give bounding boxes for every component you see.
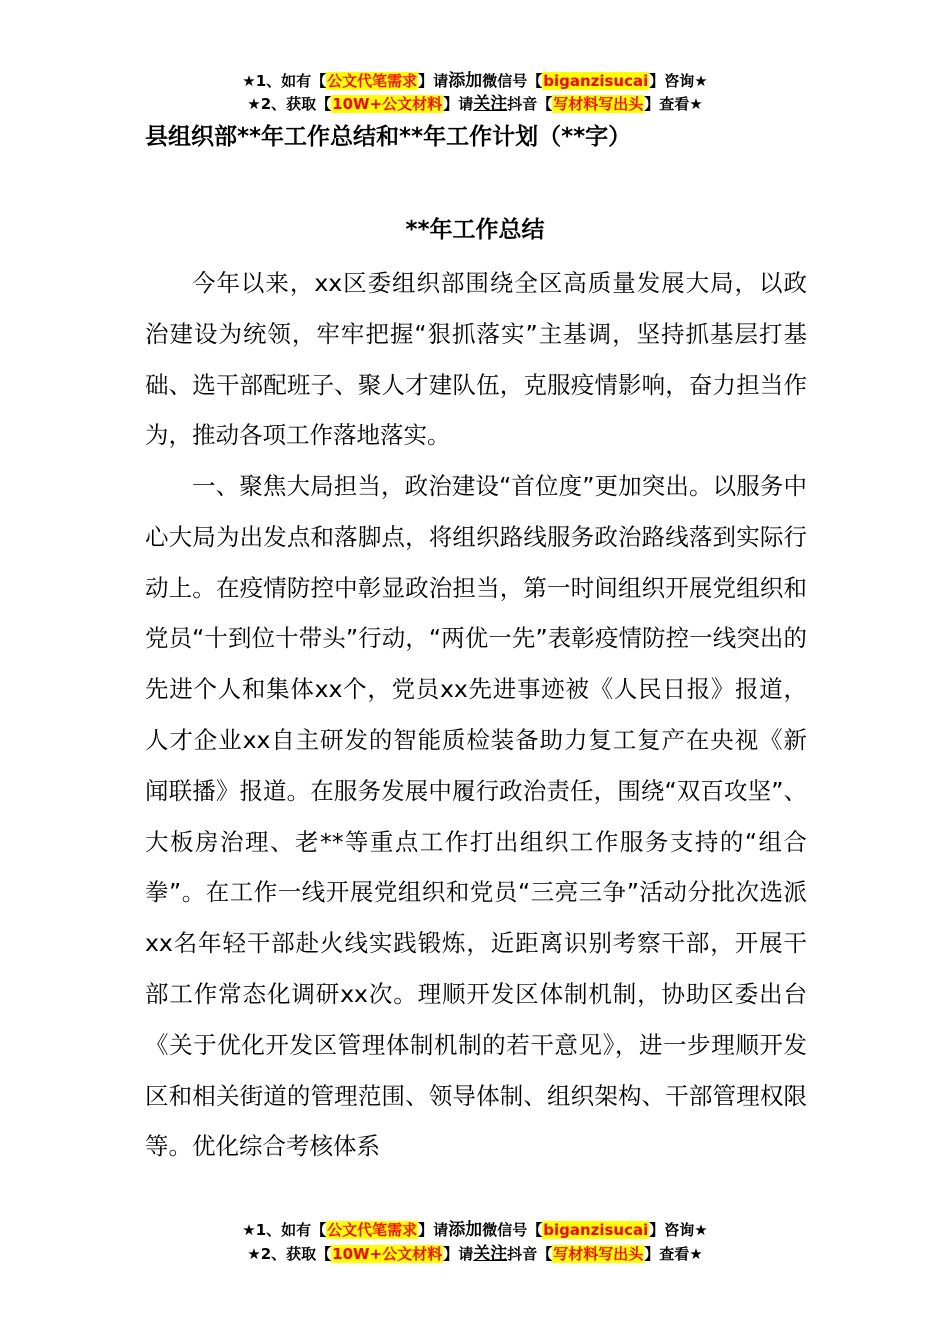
promo-wechat-id: biganzisucai (543, 72, 649, 90)
promo-line-1 (0, 70, 950, 92)
promo-line-1-footer (0, 1219, 950, 1241)
promo-highlight: 公文代笔需求 (327, 72, 418, 90)
promo-text: 微信号【 (482, 1221, 543, 1239)
section-title: **年工作总结 (405, 217, 545, 243)
promo-text: 】请 (418, 1221, 449, 1239)
promo-text: ★1、如有【 (242, 72, 327, 90)
promo-emphasis: 关注 (473, 94, 508, 114)
promo-douyin-id: 写材料写出头 (553, 95, 644, 113)
promo-highlight: 公文代笔需求 (327, 1221, 418, 1239)
promo-line-2-footer (0, 1243, 950, 1265)
promo-text: 】咨询★ (649, 72, 708, 90)
promo-line-2 (0, 93, 950, 115)
body-paragraph-block (145, 461, 807, 1172)
promo-douyin-id: 写材料写出头 (553, 1245, 644, 1263)
promo-emphasis: 添加 (448, 71, 483, 91)
body-paragraph: 今年以来，xx区委组织部围绕全区高质量发展大局，以政治建设为统领，牢牢把握“狠抓落实”主基调，坚持抓基层打基础、选干部配班子、聚人才建队伍，克服疫情影响，奋力担当作为，推动各项工作落地落实。 (145, 269, 807, 450)
document-title: 县组织部**年工作总结和**年工作计划（**字） (145, 124, 632, 150)
promo-text: 】查看★ (644, 95, 703, 113)
promo-wechat-id: biganzisucai (543, 1221, 649, 1239)
promo-text: 】查看★ (644, 1245, 703, 1263)
promo-text: ★2、获取【 (247, 95, 332, 113)
promo-highlight: 10W+公文材料 (332, 1245, 443, 1263)
promo-text: 】请 (443, 1245, 474, 1263)
promo-text: 】咨询★ (649, 1221, 708, 1239)
body-paragraph: 一、聚焦大局担当，政治建设“首位度”更加突出。以服务中心大局为出发点和落脚点，将组织路线服务政治路线落到实际行动上。在疫情防控中彰显政治担当，第一时间组织开展党组织和党员“十到位十带头”行动，“两优一先”表彰疫情防控一线突出的先进个人和集体xx个，党员xx先进事迹被《人民日报》报道，人才企业xx自主研发的智能质检装备助力复工复产在央视《新闻联播》报道。在服务发展中履行政治责任，围绕“双百攻坚”、大板房治理、老**等重点工作打出组织工作服务支持的“组合拳”。在工作一线开展党组织和党员“三亮三争”活动分批次选派xx名年轻干部赴火线实践锻炼，近距离识别考察干部，开展干部工作常态化调研xx次。理顺开发区体制机制，协助区委出台《关于优化开发区管理体制机制的若干意见》，进一步理顺开发区和相关街道的管理范围、领导体制、组织架构、干部管理权限等。优化综合考核体系 (145, 472, 807, 1161)
promo-text: 抖音【 (507, 95, 553, 113)
promo-text: 微信号【 (482, 72, 543, 90)
promo-highlight: 10W+公文材料 (332, 95, 443, 113)
promo-text: ★2、获取【 (247, 1245, 332, 1263)
promo-text: 】请 (443, 95, 474, 113)
promo-text: ★1、如有【 (242, 1221, 327, 1239)
body-paragraph-block (145, 258, 807, 461)
promo-text: 】请 (418, 72, 449, 90)
promo-emphasis: 关注 (473, 1244, 508, 1264)
promo-text: 抖音【 (507, 1245, 553, 1263)
promo-emphasis: 添加 (448, 1220, 483, 1240)
